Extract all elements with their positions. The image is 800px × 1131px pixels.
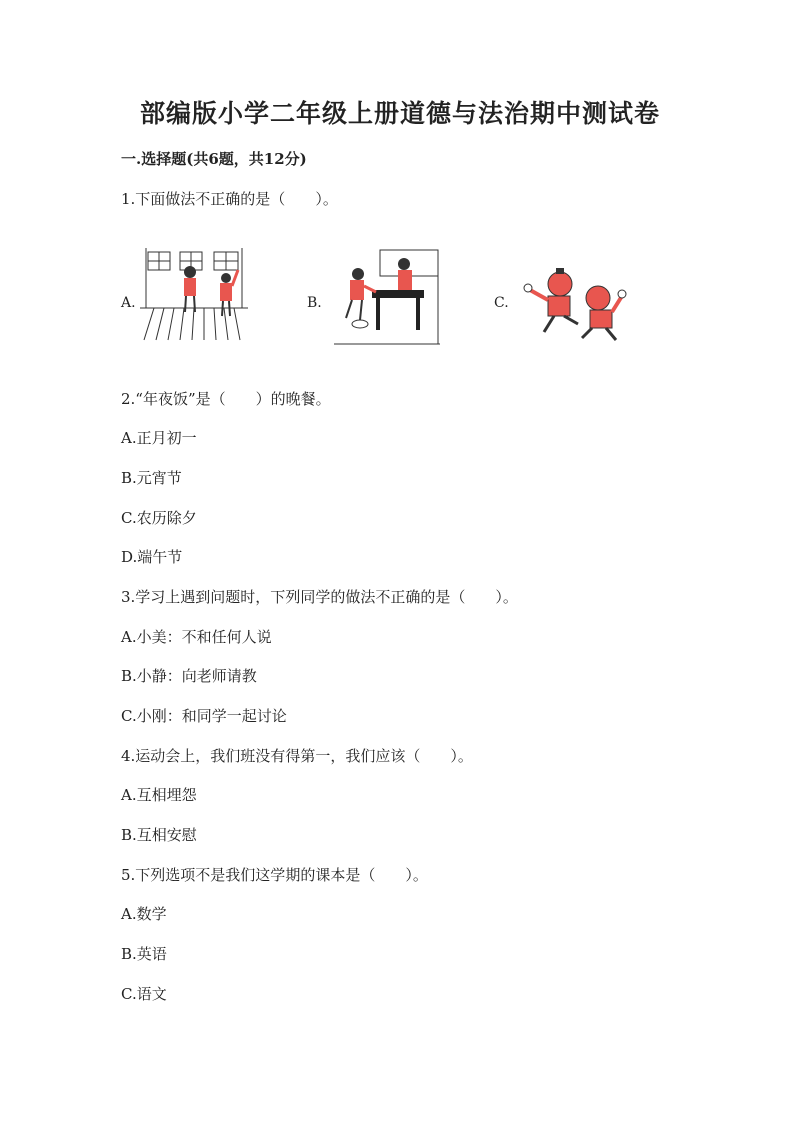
question-1-option-a-label: A. (121, 295, 136, 311)
question-5-option-a: A.数学 (121, 905, 167, 923)
question-3-stem: 3.学习上遇到问题时，下列同学的做法不正确的是（ ）。 (121, 588, 518, 606)
page-title: 部编版小学二年级上册道德与法治期中测试卷 (139, 99, 660, 128)
question-5-option-b: B.英语 (121, 945, 167, 963)
question-5-stem: 5.下列选项不是我们这学期的课本是（ ）。 (121, 866, 428, 884)
question-4-option-b: B.互相安慰 (121, 826, 197, 844)
question-3-option-b: B.小静：向老师请教 (121, 667, 257, 685)
question-2-stem: 2.“年夜饭”是（ ）的晚餐。 (121, 390, 331, 408)
question-2-option-b: B.元宵节 (121, 469, 182, 487)
question-4-option-a: A.互相埋怨 (121, 786, 197, 804)
question-3-option-a: A.小美：不和任何人说 (121, 628, 272, 646)
question-2-option-d: D.端午节 (121, 548, 183, 566)
question-4-stem: 4.运动会上，我们班没有得第一，我们应该（ ）。 (121, 747, 473, 765)
question-1-option-c-label: C. (494, 295, 509, 311)
question-3-option-c: C.小刚：和同学一起讨论 (121, 707, 287, 725)
question-1-image-c (516, 268, 628, 344)
question-1-option-b-label: B. (307, 295, 322, 311)
question-1-stem: 1.下面做法不正确的是（ ）。 (121, 190, 338, 208)
question-1-image-a (140, 248, 248, 343)
question-5-option-c: C.语文 (121, 985, 167, 1003)
section-heading: 一.选择题(共6题，共12分) (121, 150, 307, 168)
question-1-image-b (334, 248, 440, 346)
question-2-option-a: A.正月初一 (121, 429, 197, 447)
question-2-option-c: C.农历除夕 (121, 509, 197, 527)
